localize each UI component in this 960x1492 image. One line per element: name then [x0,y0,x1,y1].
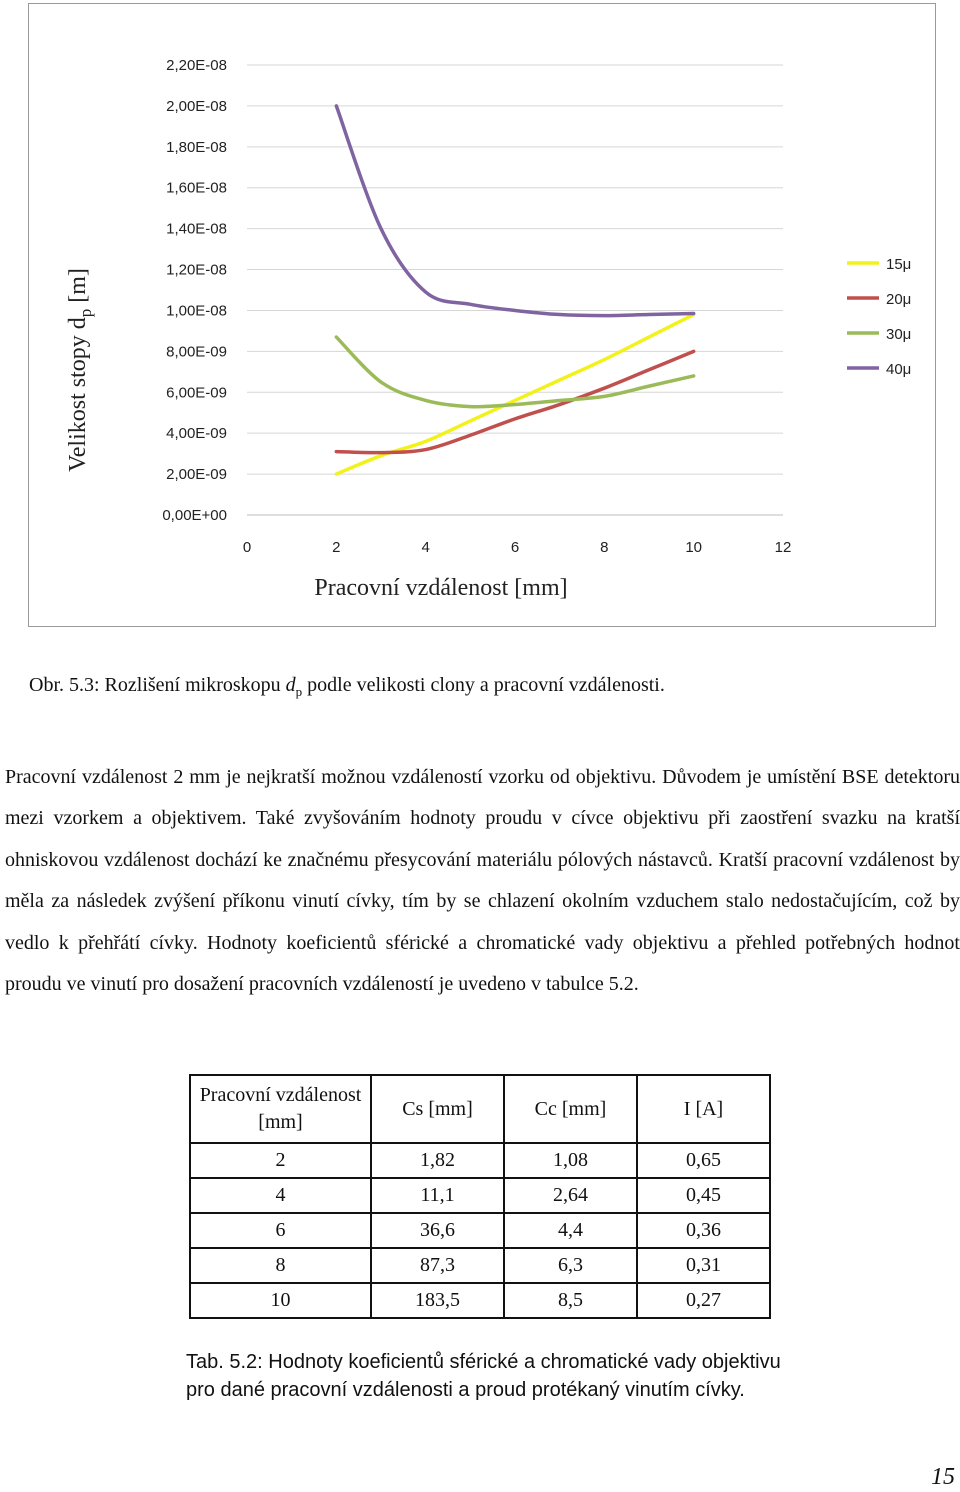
figure-caption-prefix: Obr. 5.3: Rozlišení mikroskopu [29,674,286,696]
table-header-cell: Cs [mm] [371,1075,504,1143]
y-tick-label: 8,00E-09 [166,343,227,361]
data-table [189,1074,771,1319]
table-row [190,1283,770,1318]
y-axis-title-main: Velikost stopy d [65,317,91,472]
body-paragraph: Pracovní vzdálenost 2 mm je nejkratší možnou vzdáleností vzorku od objektivu. Důvodem je umístění BSE detektoru mezi vzorkem a objektivem. Také zvyšováním hodnoty proudu v cívce objektivu při zaostření svazku na kratší ohniskovou vzdálenost dochází ke značnému přesycování materiálu pólových nástavců. Kratší pracovní vzdálenost by měla za následek zvýšení příkonu vinutí cívky, tím by se chlazení okolním vzduchem stalo nedostačujícím, což by vedlo k přehřátí cívky. Hodnoty koeficientů sférické a chromatické vady objektivu a přehled potřebných hodnot proudu ve vinutí pro dosažení pracovních vzdáleností je uvedeno v tabulce 5.2. [5,766,960,996]
x-tick-label: 10 [685,539,703,556]
y-tick-label: 6,00E-09 [166,384,227,402]
series-line-1 [336,315,693,475]
x-tick-label: 8 [600,539,609,556]
table-cell: 6 [190,1213,371,1248]
table-cell: 2,64 [504,1178,637,1213]
y-tick-label: 1,40E-08 [166,220,227,238]
y-tick-label: 0,00E+00 [162,507,227,524]
table-cell: 8 [190,1248,371,1283]
legend-label: 15μ [886,256,912,273]
x-tick-label: 12 [774,539,792,556]
figure-caption [29,674,665,700]
x-tick-label: 4 [421,539,430,556]
table-cell: 1,08 [504,1143,637,1178]
table-header-cell: Cc [mm] [504,1075,637,1143]
table-cell: 4 [190,1178,371,1213]
y-tick-label: 4,00E-09 [166,425,227,443]
y-tick-label: 2,00E-09 [166,466,227,484]
table-cell: 0,36 [637,1213,770,1248]
table-cell: 10 [190,1283,371,1318]
table-cell: 0,65 [637,1143,770,1178]
legend-label: 20μ [886,291,912,308]
y-tick-label: 2,00E-08 [166,97,227,115]
table-header-cell: I [A] [637,1075,770,1143]
y-tick-label: 1,20E-08 [166,261,227,279]
y-tick-label: 1,00E-08 [166,302,227,320]
y-tick-label: 2,20E-08 [166,57,227,74]
table-header-row [190,1075,770,1143]
table-cell: 11,1 [371,1178,504,1213]
x-tick-label: 2 [332,539,341,556]
x-tick-label: 6 [510,539,520,556]
table-cell: 0,27 [637,1283,770,1318]
table-row [190,1213,770,1248]
table-cell: 1,82 [371,1143,504,1178]
line-chart [29,4,935,626]
table-cell: 8,5 [504,1283,637,1318]
chart-frame [28,3,936,627]
x-tick-label: 0 [242,539,252,556]
table-header-cell: Pracovní vzdálenost [mm] [190,1075,371,1143]
table-cell: 0,45 [637,1178,770,1213]
page-number: 15 [931,1464,955,1490]
table-cell: 87,3 [371,1248,504,1283]
table-cell: 4,4 [504,1213,637,1248]
table-caption-line-1: Tab. 5.2: Hodnoty koeficientů sférické a chromatické vady objektivu [186,1351,781,1373]
table-row [190,1143,770,1178]
series-layer [336,106,693,474]
table-cell: 2 [190,1143,371,1178]
y-axis-title [65,268,95,472]
grid-layer [247,65,783,515]
table-row [190,1248,770,1283]
figure-caption-sub: p [295,684,303,699]
series-line-4 [336,106,693,316]
legend-label: 30μ [886,326,912,343]
table-cell: 36,6 [371,1213,504,1248]
y-axis-title-sub: p [76,308,95,318]
table-caption-line-2: pro dané pracovní vzdálenosti a proud protékaný vinutím cívky. [186,1379,745,1401]
legend-label: 40μ [886,361,912,378]
table-cell: 183,5 [371,1283,504,1318]
y-tick-label: 1,60E-08 [166,179,227,197]
table-cell: 0,31 [637,1248,770,1283]
x-tick-labels [243,539,792,556]
y-tick-label: 1,80E-08 [166,138,227,156]
legend [847,256,911,378]
y-tick-labels [162,57,227,524]
table-caption [186,1348,781,1404]
figure-caption-suffix: podle velikosti clony a pracovní vzdálenosti. [302,674,665,696]
table-cell: 6,3 [504,1248,637,1283]
table-row [190,1178,770,1213]
y-axis-title-unit: [m] [65,268,91,309]
figure-caption-var: d [285,674,296,696]
x-axis-title: Pracovní vzdálenost [mm] [314,575,568,601]
